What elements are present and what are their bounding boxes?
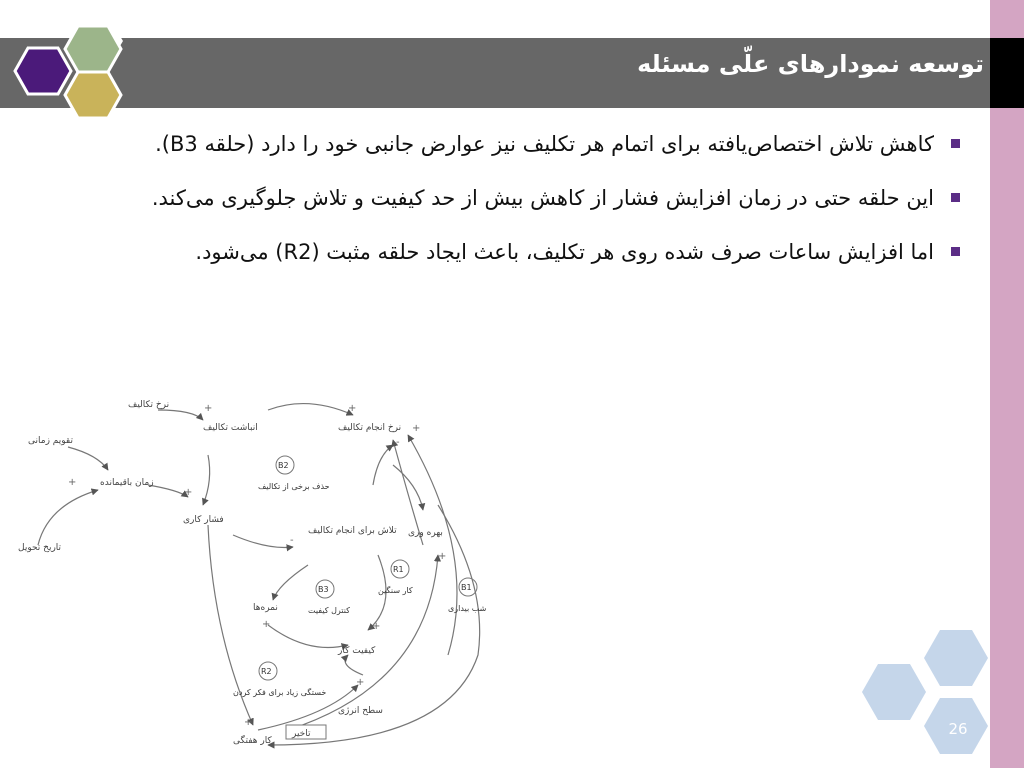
- svg-text:-: -: [290, 535, 294, 546]
- bullet-item: [52, 120, 964, 168]
- node-schedule: تقویم زمانی: [28, 436, 73, 446]
- svg-text:+: +: [356, 677, 365, 688]
- loop-r2-label: خستگی زیاد برای فکر کردن: [233, 688, 327, 697]
- loop-r2: R2: [261, 667, 272, 676]
- decorative-hexagons: [860, 628, 990, 768]
- bullet-square-icon: [951, 193, 960, 202]
- loop-b1-label: شب بیداری: [448, 604, 487, 613]
- svg-text:+: +: [372, 621, 381, 632]
- svg-text:+: +: [262, 619, 271, 630]
- svg-text:+: +: [412, 423, 421, 434]
- node-delay: تاخیر: [292, 729, 311, 739]
- loop-r1: R1: [393, 565, 404, 574]
- svg-text:-: -: [396, 437, 400, 448]
- node-completion-rate: نرخ انجام تکالیف: [338, 423, 402, 433]
- svg-text:+: +: [68, 477, 77, 488]
- node-productivity: بهره وری: [408, 528, 443, 538]
- bullet-text: کاهش تلاش اختصاص‌یافته برای اتمام هر تکلیف نیز عوارض جانبی خود را دارد (حلقه B3).: [155, 132, 934, 156]
- node-fatigue: کار هفتگی: [233, 736, 272, 746]
- node-accumulated: انباشت تکالیف: [203, 423, 258, 433]
- node-pressure: فشار کاری: [183, 515, 224, 525]
- svg-text:+: +: [244, 717, 253, 728]
- loop-b3: B3: [318, 585, 329, 594]
- hexagon-logo: [8, 22, 128, 127]
- node-energy: سطح انرژی: [338, 706, 383, 716]
- node-delivery-date: تاریخ تحویل: [18, 543, 62, 553]
- bullet-text: اما افزایش ساعات صرف شده روی هر تکلیف، باعث ایجاد حلقه مثبت (R2) می‌شود.: [195, 240, 934, 264]
- right-accent-strip: [990, 0, 1024, 768]
- title-bar-end: [990, 38, 1024, 108]
- node-effort: تلاش برای انجام تکالیف: [308, 526, 397, 536]
- bullet-item: [52, 228, 964, 276]
- bullet-square-icon: [951, 139, 960, 148]
- loop-b2-label: حذف برخی از تکالیف: [258, 482, 330, 491]
- node-assign-rate: نرخ تکالیف: [128, 400, 170, 410]
- loop-b3-label: کنترل کیفیت: [308, 606, 350, 615]
- svg-text:+: +: [184, 487, 193, 498]
- node-quality: کیفیت کار: [338, 646, 376, 656]
- loop-b2: B2: [278, 461, 289, 470]
- bullet-list: [52, 120, 964, 282]
- svg-text:+: +: [348, 403, 357, 414]
- causal-loop-diagram: [8, 385, 500, 765]
- node-remaining-time: زمان باقیمانده: [100, 478, 154, 488]
- page-number: 26: [948, 720, 968, 738]
- svg-text:+: +: [438, 551, 447, 562]
- loop-b1: B1: [461, 583, 472, 592]
- bullet-item: [52, 174, 964, 222]
- svg-text:+: +: [204, 403, 213, 414]
- bullet-square-icon: [951, 247, 960, 256]
- bullet-text: این حلقه حتی در زمان افزایش فشار از کاهش بیش از حد کیفیت و تلاش جلوگیری می‌کند.: [151, 186, 934, 210]
- loop-r1-label: کار سنگین: [378, 586, 413, 595]
- slide-title: توسعه نمودارهای علّی مسئله: [637, 50, 984, 78]
- node-grades: نمره‌ها: [253, 603, 278, 613]
